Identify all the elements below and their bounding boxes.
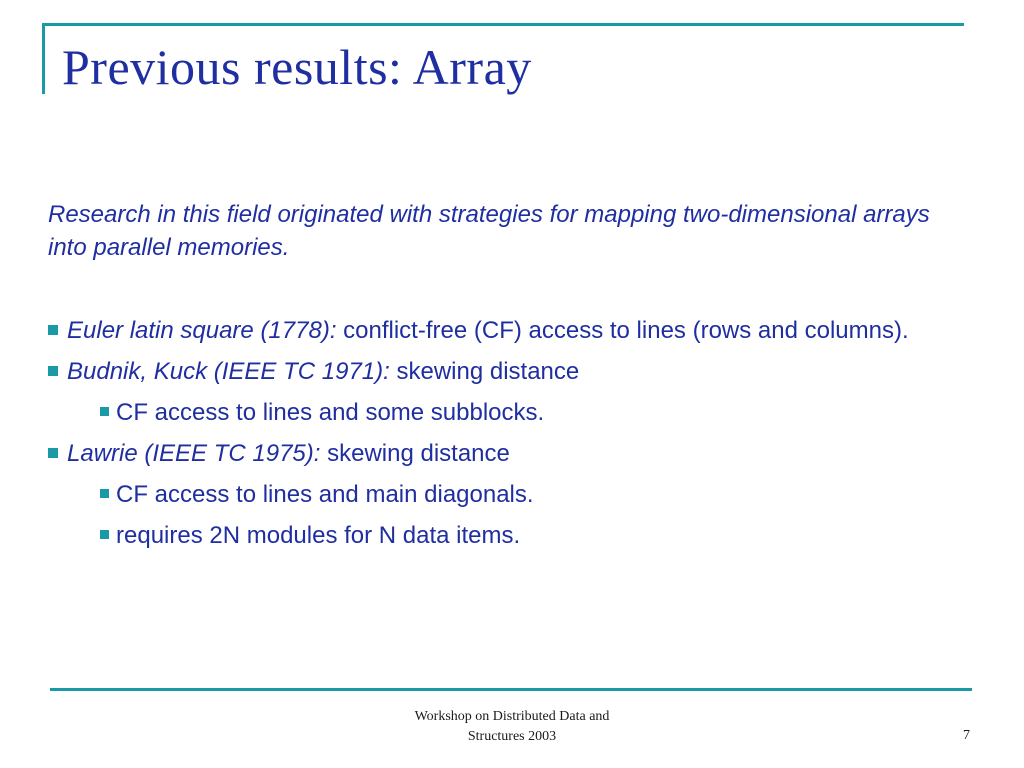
bullet-text: conflict-free (CF) access to lines (rows and columns). (336, 317, 909, 344)
bullet-text: skewing distance (320, 440, 510, 467)
bullet-item-euler (48, 314, 978, 347)
square-bullet-icon (100, 407, 109, 416)
sub-bullet-text: CF access to lines and main diagonals. (116, 481, 534, 508)
title-frame-top-line (42, 23, 964, 26)
bullet-list (48, 314, 978, 560)
footer-line-1: Workshop on Distributed Data and (414, 709, 610, 724)
bullet-item-lawrie (48, 437, 978, 470)
intro-paragraph: Research in this field originated with strategies for mapping two-dimensional arrays into parallel memories. (48, 201, 930, 261)
bullet-lead: Budnik, Kuck (IEEE TC 1971): (67, 358, 390, 385)
square-bullet-icon (48, 366, 58, 376)
footer-divider (50, 688, 972, 691)
sub-bullet-item (48, 519, 978, 552)
bullet-lead: Euler latin square (1778): (67, 317, 337, 344)
square-bullet-icon (48, 325, 58, 335)
sub-bullet-item (48, 396, 978, 429)
footer-line-2: Structures 2003 (467, 729, 557, 744)
footer-caption (362, 707, 662, 747)
slide-title: Previous results: Array (62, 39, 532, 95)
bullet-item-budnik-kuck (48, 355, 978, 388)
sub-bullet-text: CF access to lines and some subblocks. (116, 399, 545, 426)
square-bullet-icon (48, 448, 58, 458)
title-frame-left-line (42, 26, 45, 94)
square-bullet-icon (100, 489, 109, 498)
bullet-lead: Lawrie (IEEE TC 1975): (67, 440, 321, 467)
sub-bullet-item (48, 478, 978, 511)
page-number: 7 (963, 728, 970, 743)
sub-bullet-text: requires 2N modules for N data items. (116, 522, 521, 549)
bullet-text: skewing distance (389, 358, 580, 385)
square-bullet-icon (100, 530, 109, 539)
